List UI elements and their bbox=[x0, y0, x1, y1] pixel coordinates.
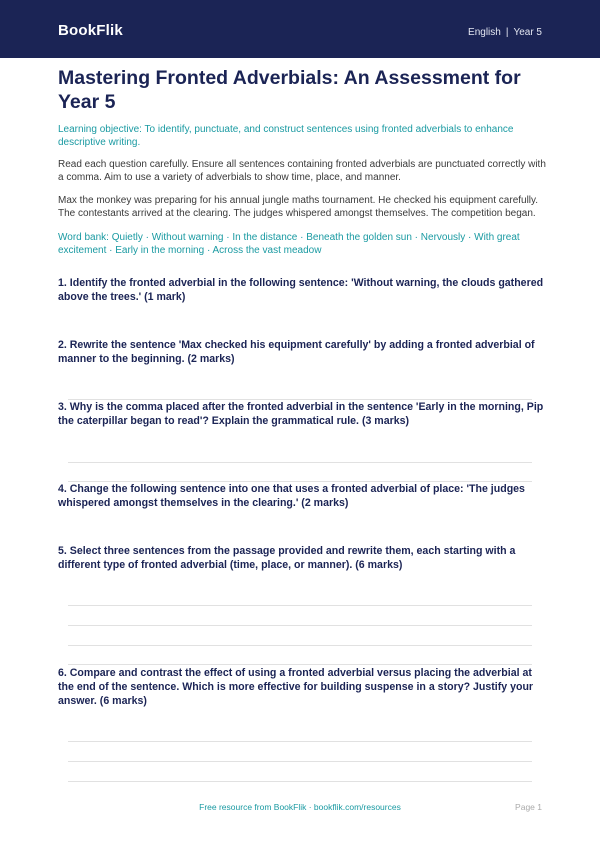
answer-line[interactable] bbox=[68, 645, 532, 646]
answer-line[interactable] bbox=[68, 625, 532, 626]
question-6: 6. Compare and contrast the effect of using a fronted adverbial versus placing the adverbial at the end of the sentence. Which is more effective for building suspense in a story? Justify your answer. (6 marks) bbox=[58, 667, 534, 707]
page-number: Page 1 bbox=[515, 802, 542, 812]
brand-logo[interactable]: BookFlik bbox=[58, 22, 123, 39]
passage-text: Max the monkey was preparing for his annual jungle maths tournament. He checked his equipment carefully. The contestants arrived at the clearing. The judges whispered amongst themselves. The competition began. bbox=[58, 195, 539, 219]
answer-line[interactable] bbox=[68, 741, 532, 742]
subject-label: English bbox=[468, 27, 501, 38]
learning-objective: Learning objective: To identify, punctuate, and construct sentences using fronted adverbials to enhance descriptive writing. bbox=[58, 124, 514, 148]
question-2: 2. Rewrite the sentence 'Max checked his equipment carefully' by adding a fronted adverbial of manner to the beginning. (2 marks) bbox=[58, 339, 535, 365]
answer-line[interactable] bbox=[68, 761, 532, 762]
answer-line[interactable] bbox=[68, 664, 532, 665]
question-3: 3. Why is the comma placed after the fronted adverbial in the sentence 'Early in the morning, Pip the caterpillar began to read'? Explain the grammatical rule. (3 marks) bbox=[58, 401, 544, 427]
separator: | bbox=[505, 27, 509, 38]
question-5: 5. Select three sentences from the passage provided and rewrite them, each starting with a different type of fronted adverbial (time, place, or manner). (6 marks) bbox=[58, 545, 516, 571]
page-title: Mastering Fronted Adverbials: An Assessment for Year 5 bbox=[58, 67, 521, 113]
instructions-text: Read each question carefully. Ensure all sentences containing fronted adverbials are punctuated correctly with a comma. Aim to use a variety of adverbials to show time, place, and manner. bbox=[58, 159, 546, 183]
answer-line[interactable] bbox=[68, 462, 532, 463]
answer-line[interactable] bbox=[68, 605, 532, 606]
question-4: 4. Change the following sentence into one that uses a fronted adverbial of place: 'The judges whispered amongst themselves in the clearing.' (2 marks) bbox=[58, 483, 525, 509]
footer-resource-link[interactable]: Free resource from BookFlik · bookflik.com/resources bbox=[199, 802, 401, 812]
year-label: Year 5 bbox=[513, 27, 542, 38]
question-1: 1. Identify the fronted adverbial in the following sentence: 'Without warning, the clouds gathered above the trees.' (1 mark) bbox=[58, 277, 544, 303]
answer-line[interactable] bbox=[68, 781, 532, 782]
header-bar bbox=[0, 0, 600, 58]
word-bank: Word bank: Quietly · Without warning · In the distance · Beneath the golden sun · Nervously · With great excitement · Early in the morning · Across the vast meadow bbox=[58, 232, 520, 256]
subject-year-label bbox=[468, 27, 542, 38]
